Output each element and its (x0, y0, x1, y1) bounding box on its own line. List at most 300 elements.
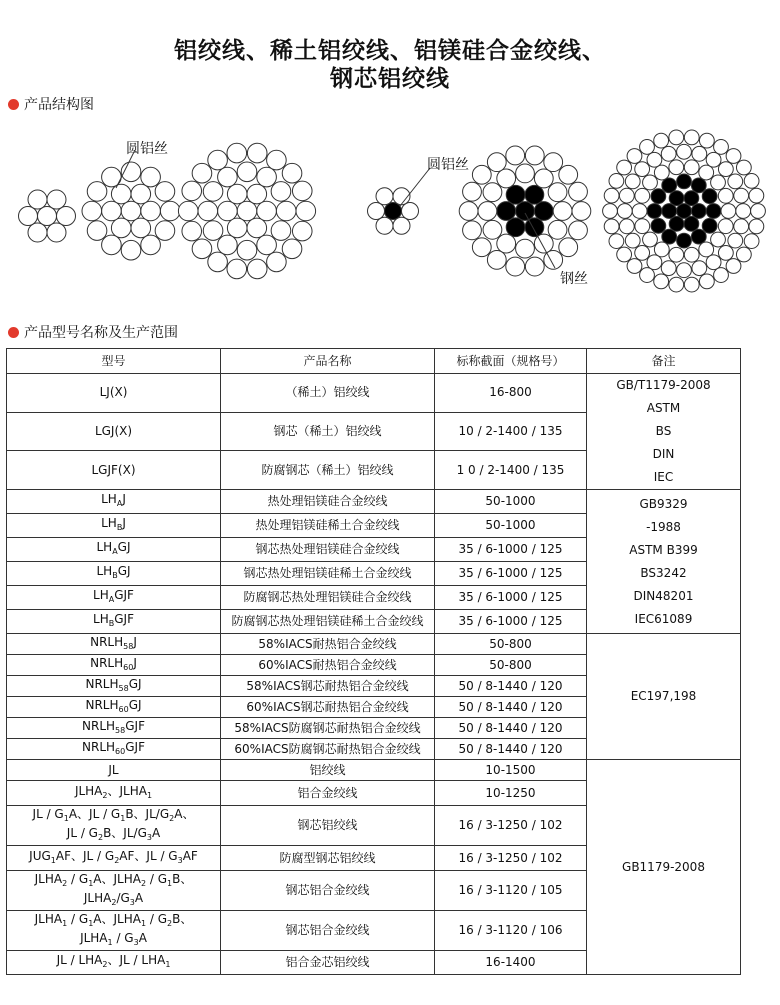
note-line: EC197,198 (630, 689, 697, 703)
cell-section: 35 / 6-1000 / 125 (435, 586, 587, 610)
cell-note (587, 374, 741, 490)
wire-strand (368, 203, 385, 220)
wire-strand (111, 184, 131, 204)
wire-strand (706, 152, 721, 167)
wire-strand (627, 259, 642, 274)
cell-name: 58%IACS防腐钢芯耐热铝合金绞线 (221, 718, 435, 739)
wire-strand (141, 235, 161, 255)
wire-strand (483, 220, 502, 239)
wire-strand (661, 146, 676, 161)
wire-strand (525, 146, 544, 165)
cell-model: $LH_BJ$ (7, 514, 221, 538)
wire-strand (692, 261, 707, 276)
wire-strand (82, 201, 102, 221)
wire-strand (651, 189, 666, 204)
cell-section: 16-800 (435, 374, 587, 413)
wire-strand (257, 201, 277, 221)
wire-strand (669, 247, 684, 262)
wire-strand (647, 255, 662, 270)
header-section: 标称截面（规格号） (435, 349, 587, 374)
cell-section: 10-1500 (435, 760, 587, 781)
wire-strand (87, 182, 107, 202)
wire-strand (478, 202, 497, 221)
cell-name: 钢芯铝合金绞线 (221, 871, 435, 911)
wire-strand (749, 188, 764, 203)
wire-strand (141, 201, 161, 221)
wire-strand (218, 167, 238, 187)
wire-strand (714, 140, 729, 155)
cell-name: 铝合金绞线 (221, 781, 435, 806)
wire-strand (544, 153, 563, 172)
wire-strand (463, 182, 482, 201)
wire-strand (282, 163, 302, 183)
wire-strand (192, 163, 212, 183)
wire-strand (654, 133, 669, 148)
note-line: BS (655, 424, 672, 438)
cell-model: JL / $LHA_2$、JL / $LHA_1$ (7, 951, 221, 975)
cell-name: 铝绞线 (221, 760, 435, 781)
cell-name: 防腐钢芯（稀土）铝绞线 (221, 451, 435, 490)
note-line: DIN48201 (633, 588, 694, 603)
label-steel-wire: 钢丝 (560, 271, 588, 287)
wire-strand (282, 239, 302, 259)
wire-strand (669, 160, 684, 175)
wire-strand (654, 274, 669, 289)
wire-strand (506, 218, 525, 237)
wire-strand (38, 207, 57, 226)
wire-strand (617, 204, 632, 219)
note-line: GB/T1179-2008 (616, 378, 711, 392)
cell-note (587, 760, 741, 975)
cell-model: $JLHA_2 / G_1A$、$JLHA_2 / G_1B$、 $JLHA_2/G_3A$ (7, 871, 221, 911)
wire-strand (111, 218, 131, 238)
wire-strand (497, 202, 516, 221)
wire-strand (525, 218, 544, 237)
wire-strand (559, 238, 578, 257)
wire-strand (684, 160, 699, 175)
cell-name: 防腐型钢芯铝绞线 (221, 846, 435, 871)
wire-strand (102, 235, 122, 255)
leader-line (400, 168, 430, 206)
wire-strand (376, 188, 393, 205)
header-model: 型号 (7, 349, 221, 374)
wire-strand (635, 245, 650, 260)
cell-section: 50-1000 (435, 514, 587, 538)
table-row (7, 490, 741, 514)
wire-strand (292, 221, 312, 241)
wire-strand (669, 130, 684, 145)
cell-section: 35 / 6-1000 / 125 (435, 538, 587, 562)
cell-name: （稀土）铝绞线 (221, 374, 435, 413)
wire-strand (619, 188, 634, 203)
cell-section: 50-800 (435, 655, 587, 676)
cell-section: 50-800 (435, 634, 587, 655)
wire-strand (131, 184, 151, 204)
wire-strand (487, 250, 506, 269)
note-line: GB1179-2008 (622, 859, 705, 874)
wire-strand (525, 185, 544, 204)
wire-strand (635, 219, 650, 234)
wire-strand (640, 140, 655, 155)
wire-strand (609, 174, 624, 189)
wire-strand (603, 204, 618, 219)
cell-model: $LH_BGJ$ (7, 562, 221, 586)
wire-strand (691, 229, 706, 244)
wire-strand (726, 149, 741, 164)
note-line: BS3242 (640, 565, 687, 580)
cell-section: 16 / 3-1120 / 106 (435, 911, 587, 951)
wire-strand (751, 204, 766, 219)
note-line: ASTM (646, 401, 681, 415)
wire-strand (691, 178, 706, 193)
cell-model: LGJF(X) (7, 451, 221, 490)
wire-strand (87, 221, 107, 241)
note-line: GB9329 (639, 496, 688, 511)
cell-section: 16 / 3-1250 / 102 (435, 846, 587, 871)
wire-strand (247, 259, 267, 279)
table-header-row (7, 349, 741, 374)
wire-strand (292, 181, 312, 201)
cell-name: 铝合金芯铝绞线 (221, 951, 435, 975)
wire-strand (718, 219, 733, 234)
wire-strand (736, 160, 751, 175)
wire-strand (718, 162, 733, 177)
cell-section: 10 / 2-1400 / 135 (435, 412, 587, 451)
wire-strand (617, 247, 632, 262)
wire-strand (749, 219, 764, 234)
wire-strand (121, 240, 141, 260)
wire-strand (155, 221, 175, 241)
cell-name: 防腐钢芯热处理铝镁硅稀土合金绞线 (221, 610, 435, 634)
wire-strand (635, 188, 650, 203)
cell-name: 热处理铝镁硅稀土合金绞线 (221, 514, 435, 538)
wire-strand (516, 202, 535, 221)
wire-strand (726, 259, 741, 274)
wire-strand (684, 191, 699, 206)
bullet-icon (8, 327, 19, 338)
wire-strand (257, 167, 277, 187)
cell-note (587, 490, 741, 634)
wire-strand (677, 233, 692, 248)
cell-name: 钢芯热处理铝镁硅稀土合金绞线 (221, 562, 435, 586)
wire-strand (684, 277, 699, 292)
wire-strand (734, 219, 749, 234)
cell-model: $JLHA_2$、$JLHA_1$ (7, 781, 221, 806)
wire-strand (203, 221, 223, 241)
wire-strand (385, 203, 402, 220)
cell-name: 钢芯（稀土）铝绞线 (221, 412, 435, 451)
cell-model: $NRLH_{60}GJF$ (7, 739, 221, 760)
wire-strand (702, 189, 717, 204)
section-models (8, 322, 178, 342)
wire-strand (28, 190, 47, 209)
wire-strand (711, 232, 726, 247)
cell-model: $JUG_1AF$、JL / $G_2AF$、JL / $G_3AF$ (7, 846, 221, 871)
wire-strand (534, 202, 553, 221)
wire-strand (218, 235, 238, 255)
cell-section: 50 / 8-1440 / 120 (435, 718, 587, 739)
wire-strand (198, 201, 218, 221)
wire-strand (635, 162, 650, 177)
wire-strand (662, 204, 677, 219)
wire-strand (208, 252, 228, 272)
wire-strand (472, 165, 491, 184)
wire-strand (647, 152, 662, 167)
wire-strand (569, 221, 588, 240)
wire-strand (632, 204, 647, 219)
wire-strand (459, 202, 478, 221)
wire-strand (677, 174, 692, 189)
wire-strand (267, 252, 287, 272)
wire-strand (548, 220, 567, 239)
wire-strand (744, 234, 759, 249)
wire-strand (247, 218, 267, 238)
wire-strand (684, 130, 699, 145)
wire-strand (684, 247, 699, 262)
wire-strand (182, 221, 202, 241)
cell-model: $LH_BGJF$ (7, 610, 221, 634)
table-row (7, 634, 741, 655)
header-name: 产品名称 (221, 349, 435, 374)
note-line: IEC (653, 470, 674, 484)
label-aluminum-wire-1: 圆铝丝 (126, 141, 168, 157)
section-structure-label: 产品结构图 (24, 97, 94, 113)
wire-strand (669, 191, 684, 206)
cell-section: 50 / 8-1440 / 120 (435, 676, 587, 697)
section-models-label: 产品型号名称及生产范围 (24, 325, 178, 341)
wire-strand (534, 234, 553, 253)
cell-name: 防腐钢芯热处理铝镁硅合金绞线 (221, 586, 435, 610)
wire-strand (711, 175, 726, 190)
wire-strand (661, 261, 676, 276)
cell-section: 10-1250 (435, 781, 587, 806)
wire-strand (609, 234, 624, 249)
wire-strand (472, 238, 491, 257)
wire-strand (619, 219, 634, 234)
wire-strand (677, 263, 692, 278)
wire-strand (227, 259, 247, 279)
wire-strand (155, 182, 175, 202)
wire-strand (736, 247, 751, 262)
cell-section: 50-1000 (435, 490, 587, 514)
wire-strand (192, 239, 212, 259)
wire-strand (643, 232, 658, 247)
wire-strand (506, 257, 525, 276)
cell-name: 钢芯铝绞线 (221, 806, 435, 846)
wire-strand (553, 202, 572, 221)
wire-strand (534, 169, 553, 188)
header-note: 备注 (587, 349, 741, 374)
cell-model: $NRLH_{58}GJF$ (7, 718, 221, 739)
wire-strand (718, 188, 733, 203)
wire-strand (141, 167, 161, 187)
wire-strand (516, 239, 535, 258)
cell-section: 16 / 3-1120 / 105 (435, 871, 587, 911)
wire-strand (19, 207, 38, 226)
label-aluminum-wire-2: 圆铝丝 (427, 157, 469, 173)
wire-strand (131, 218, 151, 238)
wire-strand (267, 150, 287, 170)
wire-strand (525, 257, 544, 276)
wire-strand (237, 201, 257, 221)
wire-strand (102, 201, 122, 221)
section-structure (8, 94, 94, 114)
cell-section: 1 0 / 2-1400 / 135 (435, 451, 587, 490)
cell-model: $NRLH_{58}GJ$ (7, 676, 221, 697)
wire-strand (276, 201, 296, 221)
cell-name: 钢芯热处理铝镁硅合金绞线 (221, 538, 435, 562)
wire-strand (247, 184, 267, 204)
cell-name: 热处理铝镁硅合金绞线 (221, 490, 435, 514)
wire-strand (654, 165, 669, 180)
wire-strand (744, 174, 759, 189)
wire-strand (625, 174, 640, 189)
wire-strand (47, 223, 66, 242)
cell-model: LJ(X) (7, 374, 221, 413)
wire-strand (569, 182, 588, 201)
wire-strand (677, 144, 692, 159)
cell-model: $LH_AGJ$ (7, 538, 221, 562)
wire-strand (296, 201, 316, 221)
wire-strand (271, 221, 291, 241)
wire-strand (728, 174, 743, 189)
wire-strand (271, 182, 291, 202)
wire-strand (702, 218, 717, 233)
wire-strand (651, 218, 666, 233)
wire-strand (497, 169, 516, 188)
wire-strand (182, 181, 202, 201)
wire-strand (604, 219, 619, 234)
wire-strand (692, 146, 707, 161)
wire-strand (516, 164, 535, 183)
cell-model: $LH_AGJF$ (7, 586, 221, 610)
cell-name: 60%IACS防腐钢芯耐热铝合金绞线 (221, 739, 435, 760)
bullet-icon (8, 99, 19, 110)
wire-strand (227, 184, 247, 204)
wire-strand (728, 233, 743, 248)
wire-strand (640, 268, 655, 283)
wire-strand (393, 217, 410, 234)
wire-strand (160, 201, 180, 221)
wire-strand (662, 178, 677, 193)
product-table (6, 348, 741, 975)
wire-strand (257, 235, 277, 255)
cell-model: $JLHA_1 / G_1A$、$JLHA_1 / G_2B$、 $JLHA_1 / G_3A$ (7, 911, 221, 951)
wire-strand (506, 146, 525, 165)
wire-strand (699, 165, 714, 180)
wire-strand (706, 255, 721, 270)
wire-strand (497, 234, 516, 253)
cell-section: 50 / 8-1440 / 120 (435, 697, 587, 718)
cell-name: 58%IACS钢芯耐热铝合金绞线 (221, 676, 435, 697)
wire-strand (402, 203, 419, 220)
wire-strand (718, 245, 733, 260)
wire-strand (203, 182, 223, 202)
cell-name: 60%IACS耐热铝合金绞线 (221, 655, 435, 676)
wire-strand (706, 204, 721, 219)
wire-strand (483, 183, 502, 202)
cell-section: 16-1400 (435, 951, 587, 975)
cell-model: LGJ(X) (7, 412, 221, 451)
cell-section: 35 / 6-1000 / 125 (435, 610, 587, 634)
wire-strand (699, 242, 714, 257)
wire-strand (684, 216, 699, 231)
wire-strand (617, 160, 632, 175)
cell-name: 钢芯铝合金绞线 (221, 911, 435, 951)
wire-strand (699, 274, 714, 289)
note-line: ASTM B399 (629, 542, 698, 557)
wire-strand (714, 268, 729, 283)
note-line: -1988 (646, 519, 681, 534)
wire-strand (647, 204, 662, 219)
wire-strand (487, 153, 506, 172)
wire-strand (28, 223, 47, 242)
wire-strand (178, 201, 198, 221)
wire-strand (662, 229, 677, 244)
wire-strand (237, 162, 257, 182)
page-title-line2: 钢芯铝绞线 (330, 66, 450, 92)
note-line: DIN (652, 447, 675, 461)
wire-strand (237, 240, 257, 260)
wire-strand (734, 188, 749, 203)
wire-strand (218, 201, 238, 221)
wire-strand (736, 204, 751, 219)
wire-strand (677, 204, 692, 219)
cell-note (587, 634, 741, 760)
wire-strand (47, 190, 66, 209)
wire-strand (208, 150, 228, 170)
wire-strand (572, 202, 591, 221)
structure-diagram (0, 128, 780, 298)
cell-section: 16 / 3-1250 / 102 (435, 806, 587, 846)
wire-strand (506, 185, 525, 204)
wire-strand (604, 188, 619, 203)
wire-strand (625, 233, 640, 248)
wire-strand (247, 143, 267, 163)
cell-model: $NRLH_{60}GJ$ (7, 697, 221, 718)
wire-strand (643, 175, 658, 190)
wire-strand (654, 242, 669, 257)
table-row (7, 374, 741, 413)
table-row (7, 760, 741, 781)
cell-model: JL (7, 760, 221, 781)
cell-name: 60%IACS钢芯耐热铝合金绞线 (221, 697, 435, 718)
wire-strand (548, 183, 567, 202)
wire-strand (376, 217, 393, 234)
cell-section: 50 / 8-1440 / 120 (435, 739, 587, 760)
wire-strand (721, 204, 736, 219)
wire-strand (669, 277, 684, 292)
cell-model: JL / $G_1A$、JL / $G_1B$、$JL/G_2A$、 JL / $G_2B$、$JL/G_3A$ (7, 806, 221, 846)
wire-strand (121, 201, 141, 221)
wire-strand (627, 149, 642, 164)
cell-name: 58%IACS耐热铝合金绞线 (221, 634, 435, 655)
cell-model: $LH_AJ$ (7, 490, 221, 514)
wire-strand (669, 216, 684, 231)
wire-strand (227, 143, 247, 163)
wire-strand (699, 133, 714, 148)
note-line: IEC61089 (634, 611, 693, 626)
wire-strand (227, 218, 247, 238)
wire-strand (691, 204, 706, 219)
cell-model: $NRLH_{60}J$ (7, 655, 221, 676)
wire-strand (57, 207, 76, 226)
wire-strand (463, 221, 482, 240)
page-title-line1: 铝绞线、稀土铝绞线、铝镁硅合金绞线、 (174, 38, 606, 64)
wire-strand (559, 165, 578, 184)
cell-section: 35 / 6-1000 / 125 (435, 562, 587, 586)
cell-model: $NRLH_{58}J$ (7, 634, 221, 655)
